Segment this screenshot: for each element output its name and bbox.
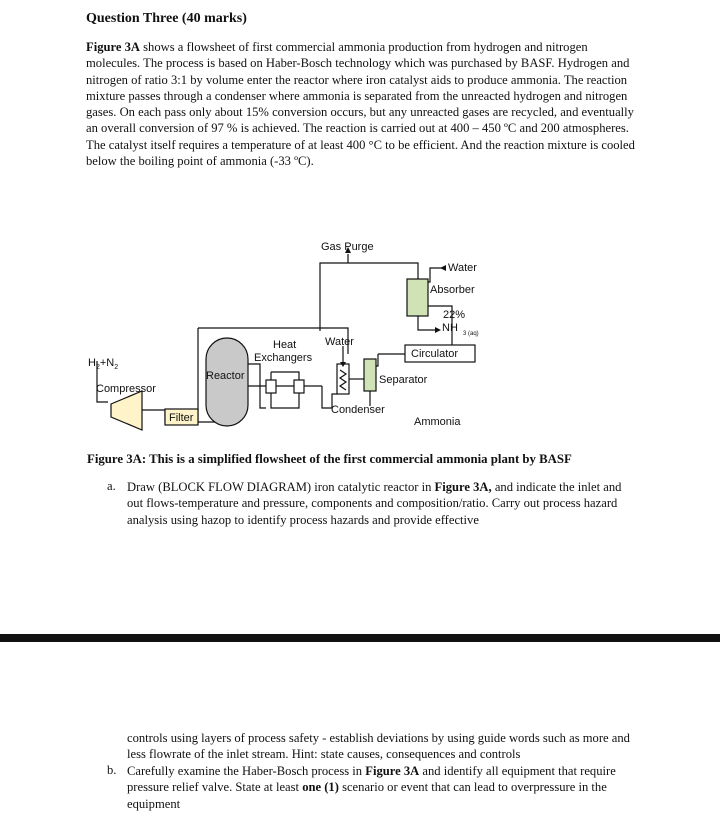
circulator-label: Circulator <box>411 348 459 360</box>
intro-figure-ref: Figure 3A <box>86 40 140 54</box>
hx-2 <box>294 380 304 393</box>
item-a-continuation: controls using layers of process safety - establish deviations by using guide words such as more and less flowrate of the inlet stream. Hint: state causes, consequences and controls <box>127 731 630 762</box>
nh3-label: NH <box>442 322 458 334</box>
hx-1 <box>266 380 276 393</box>
ammonia-label: Ammonia <box>414 416 461 428</box>
compressor-label: Compressor <box>96 383 156 395</box>
feed-h-label: $H_2+N_2$ <box>88 357 119 371</box>
nh3-outlet <box>418 316 435 330</box>
item-a-text: Draw (BLOCK FLOW DIAGRAM) iron catalytic reactor in Figure 3A, and indicate the inlet and out flows-temperature and pressure, components and composition/ratio. Carry out process hazard analysis using hazop to identify process hazards and provide effective <box>127 480 622 527</box>
page-divider <box>0 634 720 642</box>
purge-line <box>320 263 418 331</box>
nh3-pct-label: 22% <box>443 309 466 321</box>
flowsheet-diagram <box>80 236 500 436</box>
question-intro <box>86 39 638 169</box>
separator-vessel <box>364 359 376 391</box>
separator-label: Separator <box>379 374 428 386</box>
item-b-marker: b. <box>107 763 117 777</box>
water-top-label: Water <box>448 262 477 274</box>
item-b-text: Carefully examine the Haber-Bosch process in Figure 3A and identify all equipment that require pressure relief valve. State at least one (1) scenario or event that can lead to overpressure in the equipment <box>127 764 616 811</box>
condenser-box <box>337 364 349 394</box>
item-a-marker: a. <box>107 479 116 493</box>
water-top-arrow <box>440 265 446 271</box>
heat-label: Heat <box>273 339 297 351</box>
exchangers-label: Exchangers <box>254 352 313 364</box>
reactor-vessel <box>206 338 248 426</box>
gas-purge-label: Gas Purge <box>321 241 374 253</box>
question-heading: Question Three (40 marks) <box>86 11 247 26</box>
compressor-shape <box>111 391 142 430</box>
absorber-vessel <box>407 279 428 316</box>
item-a-figure-ref: Figure 3A, <box>434 480 492 494</box>
nh3-subscript: 3 (aq) <box>463 331 479 337</box>
reactor-label: Reactor <box>206 370 245 382</box>
condenser-label: Condenser <box>331 404 385 416</box>
filter-label: Filter <box>169 412 194 424</box>
nh3-arrow <box>435 327 441 333</box>
water-line-top <box>428 268 446 282</box>
intro-text: shows a flowsheet of first commercial ammonia production from hydrogen and nitrogen molecules. The process is based on Haber-Bosch technology which was purchased by BASF. Hydrogen and nitrogen of ratio 3:1 by volume enter the reactor where iron catalyst aids to produce ammonia. The reaction mixture passes through a condenser where ammonia is separated from the unreacted hydrogen and nitrogen gases. On each pass only about 15% conversion occurs, but any unreacted gases are recycled, and eventually an overall conversion of 97 % is achieved. The reaction is carried out at 400 – 450 ºC and 200 atmospheres. The catalyst itself requires a temperature of at least 400 °C to be efficient. And the reaction mixture is cooled below the boiling point of ammonia (-33 ºC). <box>86 40 635 169</box>
figure-caption: Figure 3A: This is a simplified flowsheet of the first commercial ammonia plant by BASF <box>87 452 572 466</box>
water-mid-label: Water <box>325 336 354 348</box>
absorber-label: Absorber <box>430 284 475 296</box>
flowsheet-svg <box>80 236 500 436</box>
